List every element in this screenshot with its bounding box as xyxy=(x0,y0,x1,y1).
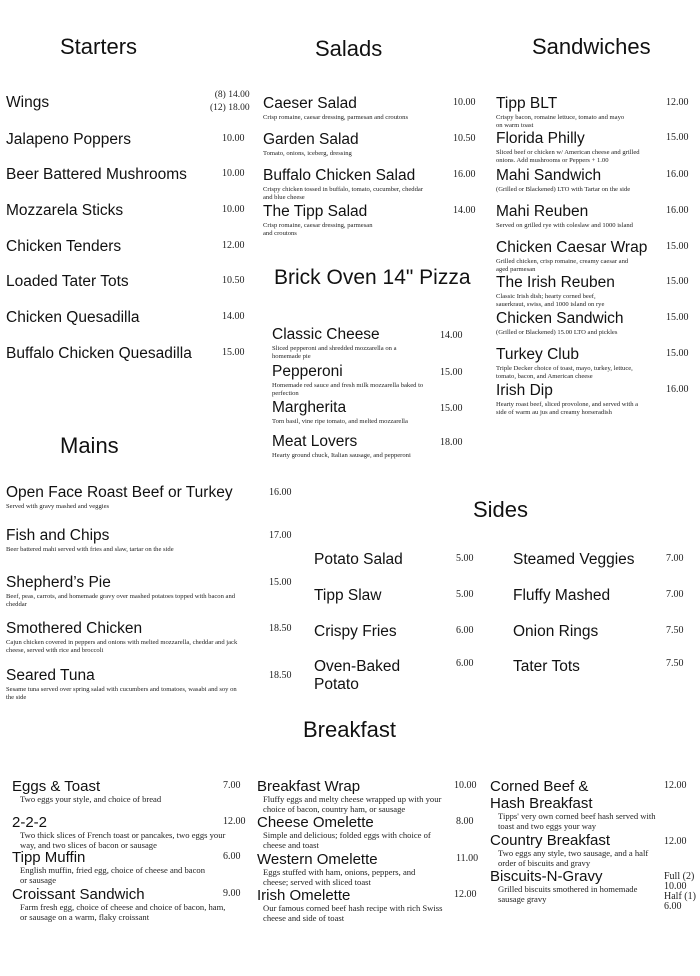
starters-title: Starters xyxy=(60,34,138,59)
item-desc: Simple and delicious; folded eggs with choice of cheese and toast xyxy=(263,830,431,850)
pizza-title: Brick Oven 14" Pizza xyxy=(274,266,471,289)
item-name: Buffalo Chicken Quesadilla xyxy=(6,345,192,362)
sandwich-item xyxy=(496,203,692,230)
item-name: Eggs & Toast xyxy=(12,778,101,795)
item-name: Wings xyxy=(6,94,50,111)
item-price: 18.50 xyxy=(269,623,292,634)
item-desc: Served with gravy mashed and veggies xyxy=(6,503,110,510)
item-name: The Tipp Salad xyxy=(263,203,368,220)
item-price: 17.00 xyxy=(269,530,292,541)
item-desc: Beef, peas, carrots, and homemade gravy over mashed potatoes topped with bacon and cheddar xyxy=(6,593,236,608)
sandwich-item xyxy=(496,239,692,273)
item-desc: Classic Irish dish; hearty corned beef, sauerkraut, swiss, and 1000 island on rye xyxy=(496,293,605,308)
item-desc: Sliced beef or chicken w/ American cheese and grilled onions. Add mushrooms or Peppers + 1.00 xyxy=(496,149,640,164)
item-desc: Tomato, onions, iceberg, dressing xyxy=(263,150,352,157)
item-price: 15.00 xyxy=(666,276,689,287)
item-price: 15.00 xyxy=(666,132,689,143)
breakfast-item xyxy=(257,851,482,888)
item-name: Country Breakfast xyxy=(490,832,611,849)
item-price: 16.00 xyxy=(666,169,689,180)
item-price: 15.00 xyxy=(666,241,689,252)
item-name: Mahi Sandwich xyxy=(496,167,602,184)
starter-item xyxy=(6,309,256,327)
item-desc: English muffin, fried egg, choice of cheese and bacon or sausage xyxy=(20,865,206,885)
item-name: Shepherd’s Pie xyxy=(6,574,111,591)
item-desc: Sliced pepperoni and shredded mozzarella on a homemade pie xyxy=(272,345,397,360)
breakfast-item xyxy=(12,778,247,805)
item-desc: Crisp romaine, caesar dressing, parmesan and croutons xyxy=(263,222,373,237)
starter-item xyxy=(6,131,256,149)
item-desc: Farm fresh egg, choice of cheese and choice of bacon, ham, or sausage on a warm, flaky croissant xyxy=(20,902,226,922)
sandwich-item xyxy=(496,130,692,164)
item-desc: Homemade red sauce and fresh milk mozzarella baked to perfection xyxy=(272,382,424,397)
item-desc: Beer battered mahi served with fries and slaw, tartar on the side xyxy=(6,546,174,553)
item-price: 14.00 xyxy=(222,311,245,322)
sandwiches-title: Sandwiches xyxy=(532,34,651,59)
item-name: Tipp BLT xyxy=(496,95,558,112)
pizza-item xyxy=(272,326,472,360)
starter-item xyxy=(6,238,256,256)
breakfast-item xyxy=(257,814,482,851)
starter-item xyxy=(6,202,256,220)
item-name: Open Face Roast Beef or Turkey xyxy=(6,484,233,501)
pizza-item xyxy=(272,363,472,397)
sides-title: Sides xyxy=(473,497,529,522)
main-item xyxy=(6,667,296,701)
item-desc: Sesame tuna served over spring salad with cucumbers and tomatoes, wasabi and soy on the side xyxy=(6,686,237,701)
breakfast-item xyxy=(490,832,695,869)
item-desc: Two thick slices of French toast or pancakes, two eggs your way, and two slices of bacon or sausage xyxy=(20,830,226,850)
breakfast-item xyxy=(490,868,700,912)
main-item xyxy=(6,620,296,654)
salad-item xyxy=(263,131,483,158)
item-price: 16.00 xyxy=(269,487,292,498)
side-item xyxy=(513,587,693,605)
item-price: 16.00 xyxy=(666,205,689,216)
item-name: Beer Battered Mushrooms xyxy=(6,166,187,183)
item-desc: Crispy chicken tossed in buffalo, tomato, cucumber, cheddar and blue cheese xyxy=(263,186,424,201)
main-item xyxy=(6,527,296,554)
salads-title: Salads xyxy=(315,36,383,61)
item-name: 2-2-2 xyxy=(12,814,48,831)
item-name: Onion Rings xyxy=(513,623,599,640)
item-price: 15.00 xyxy=(269,577,292,588)
item-name: The Irish Reuben xyxy=(496,274,615,291)
item-price: 18.50 xyxy=(269,670,292,681)
item-name: Pepperoni xyxy=(272,363,343,380)
item-name: Tater Tots xyxy=(513,658,580,675)
main-item xyxy=(6,574,296,608)
side-item xyxy=(314,658,484,694)
item-name: Irish Omelette xyxy=(257,887,351,904)
item-desc: Eggs stuffed with ham, onions, peppers, and cheese; served with sliced toast xyxy=(263,867,416,887)
item-name: Loaded Tater Tots xyxy=(6,273,129,290)
item-name: Croissant Sandwich xyxy=(12,886,145,903)
item-price: 7.00 xyxy=(666,553,684,564)
item-price: 6.00 xyxy=(456,658,474,669)
main-item xyxy=(6,484,296,511)
item-price: 7.00 xyxy=(223,780,241,791)
item-name: Florida Philly xyxy=(496,130,585,147)
item-price: 14.00 xyxy=(440,330,463,341)
item-price: 6.00 xyxy=(456,625,474,636)
pizza-item xyxy=(272,433,472,460)
item-name: Seared Tuna xyxy=(6,667,95,684)
item-name: Jalapeno Poppers xyxy=(6,131,131,148)
item-price: 7.50 xyxy=(666,625,684,636)
sandwich-item xyxy=(496,382,692,416)
item-price: 12.00 xyxy=(454,889,477,900)
side-item xyxy=(314,623,484,641)
item-price: 10.00 xyxy=(222,168,245,179)
breakfast-item xyxy=(12,886,247,923)
item-price: 12.00 xyxy=(223,816,246,827)
item-desc: Grilled chicken, crisp romaine, creamy caesar and aged parmesan xyxy=(496,258,629,273)
item-name: Western Omelette xyxy=(257,851,378,868)
item-price: 12.00 xyxy=(222,240,245,251)
item-price: 12.00 xyxy=(664,836,687,847)
item-desc: Fluffy eggs and melty cheese wrapped up with your choice of bacon, country ham, or sausage xyxy=(263,794,442,814)
item-desc: Grilled biscuits smothered in homemade sausage gravy xyxy=(498,884,638,904)
item-name: Corned Beef & Hash Breakfast xyxy=(490,778,593,812)
item-desc: Our famous corned beef hash recipe with rich Swiss cheese and side of toast xyxy=(263,903,443,923)
item-price: 9.00 xyxy=(223,888,241,899)
item-name: Crispy Fries xyxy=(314,623,397,640)
item-name: Garden Salad xyxy=(263,131,359,148)
item-price: 8.00 xyxy=(456,816,474,827)
item-desc: (Grilled or Blackened) 15.00 LTO and pickles xyxy=(496,329,618,336)
breakfast-item xyxy=(257,887,482,924)
item-price: 10.50 xyxy=(222,275,245,286)
item-name: Oven-Baked Potato xyxy=(314,658,401,693)
item-desc: Cajun chicken covered in peppers and onions with melted mozzarella, cheddar and jack cheese, served with rice and broccoli xyxy=(6,639,238,654)
breakfast-item xyxy=(12,814,247,851)
item-name: Tipp Muffin xyxy=(12,849,86,866)
item-price: Full (2) 10.00 Half (1) 6.00 xyxy=(664,871,696,912)
item-name: Breakfast Wrap xyxy=(257,778,361,795)
item-price: 12.00 xyxy=(664,780,687,791)
item-price: 15.00 xyxy=(666,348,689,359)
breakfast-title: Breakfast xyxy=(303,717,396,742)
item-price: 15.00 xyxy=(222,347,245,358)
side-item xyxy=(314,587,484,605)
item-name: Chicken Tenders xyxy=(6,238,122,255)
breakfast-item xyxy=(12,849,247,886)
item-price: 18.00 xyxy=(440,437,463,448)
item-name: Fish and Chips xyxy=(6,527,110,544)
item-name: Chicken Sandwich xyxy=(496,310,624,327)
item-price: 16.00 xyxy=(453,169,476,180)
item-name: Smothered Chicken xyxy=(6,620,143,637)
item-price: (8) 14.00 (12) 18.00 xyxy=(210,90,250,113)
item-price: 11.00 xyxy=(456,853,479,864)
item-price: 15.00 xyxy=(666,312,689,323)
item-price: 16.00 xyxy=(666,384,689,395)
starter-item xyxy=(6,345,256,363)
salad-item xyxy=(263,95,483,122)
item-price: 7.00 xyxy=(666,589,684,600)
item-price: 10.00 xyxy=(453,97,476,108)
item-name: Meat Lovers xyxy=(272,433,358,450)
item-name: Margherita xyxy=(272,399,347,416)
item-desc: (Grilled or Blackened) LTO with Tartar on the side xyxy=(496,186,631,193)
item-price: 10.00 xyxy=(454,780,477,791)
salad-item xyxy=(263,167,483,201)
item-name: Mozzarela Sticks xyxy=(6,202,124,219)
item-price: 10.50 xyxy=(453,133,476,144)
sandwich-item xyxy=(496,274,692,308)
item-name: Biscuits-N-Gravy xyxy=(490,868,603,885)
item-name: Potato Salad xyxy=(314,551,403,568)
item-price: 15.00 xyxy=(440,367,463,378)
item-name: Cheese Omelette xyxy=(257,814,374,831)
item-name: Fluffy Mashed xyxy=(513,587,611,604)
item-desc: Triple Decker choice of toast, mayo, turkey, lettuce, tomato, bacon, and American cheese xyxy=(496,365,633,380)
breakfast-item xyxy=(257,778,482,815)
side-item xyxy=(513,658,693,676)
item-price: 10.00 xyxy=(222,204,245,215)
item-desc: Hearty roast beef, sliced provolone, and served with a side of warm au jus and creamy horseradish xyxy=(496,401,639,416)
item-price: 10.00 xyxy=(222,133,245,144)
item-price: 5.00 xyxy=(456,589,474,600)
item-name: Classic Cheese xyxy=(272,326,380,343)
item-price: 6.00 xyxy=(223,851,241,862)
breakfast-item xyxy=(490,778,695,832)
starter-item xyxy=(6,273,256,291)
item-desc: Hearty ground chuck, Italian sausage, and pepperoni xyxy=(272,452,411,459)
item-desc: Two eggs any style, two sausage, and a half order of biscuits and gravy xyxy=(498,848,649,868)
item-name: Mahi Reuben xyxy=(496,203,589,220)
item-name: Irish Dip xyxy=(496,382,553,399)
item-name: Caeser Salad xyxy=(263,95,357,112)
item-price: 15.00 xyxy=(440,403,463,414)
item-desc: Torn basil, vine ripe tomato, and melted mozzarella xyxy=(272,418,408,425)
item-desc: Tipps' very own corned beef hash served with toast and two eggs your way xyxy=(498,811,656,831)
pizza-item xyxy=(272,399,472,426)
item-price: 12.00 xyxy=(666,97,689,108)
side-item xyxy=(314,551,484,569)
item-name: Turkey Club xyxy=(496,346,579,363)
salad-item xyxy=(263,203,483,237)
sandwich-item xyxy=(496,310,692,337)
item-price: 5.00 xyxy=(456,553,474,564)
item-desc: Served on grilled rye with coleslaw and 1000 island xyxy=(496,222,633,229)
sandwich-item xyxy=(496,167,692,194)
sandwich-item xyxy=(496,346,692,380)
mains-title: Mains xyxy=(60,433,119,458)
sandwich-item xyxy=(496,95,692,129)
item-price: 7.50 xyxy=(666,658,684,669)
side-item xyxy=(513,623,693,641)
starter-item-wings xyxy=(6,90,256,118)
item-name: Tipp Slaw xyxy=(314,587,382,604)
item-name: Steamed Veggies xyxy=(513,551,635,568)
side-item xyxy=(513,551,693,569)
item-desc: Two eggs your style, and choice of bread xyxy=(20,794,162,804)
item-name: Buffalo Chicken Salad xyxy=(263,167,416,184)
item-desc: Crispy bacon, romaine lettuce, tomato and mayo on warm toast xyxy=(496,114,625,129)
item-name: Chicken Quesadilla xyxy=(6,309,140,326)
starter-item xyxy=(6,166,256,184)
item-price: 14.00 xyxy=(453,205,476,216)
item-name: Chicken Caesar Wrap xyxy=(496,239,648,256)
item-desc: Crisp romaine, caesar dressing, parmesan and croutons xyxy=(263,114,409,121)
